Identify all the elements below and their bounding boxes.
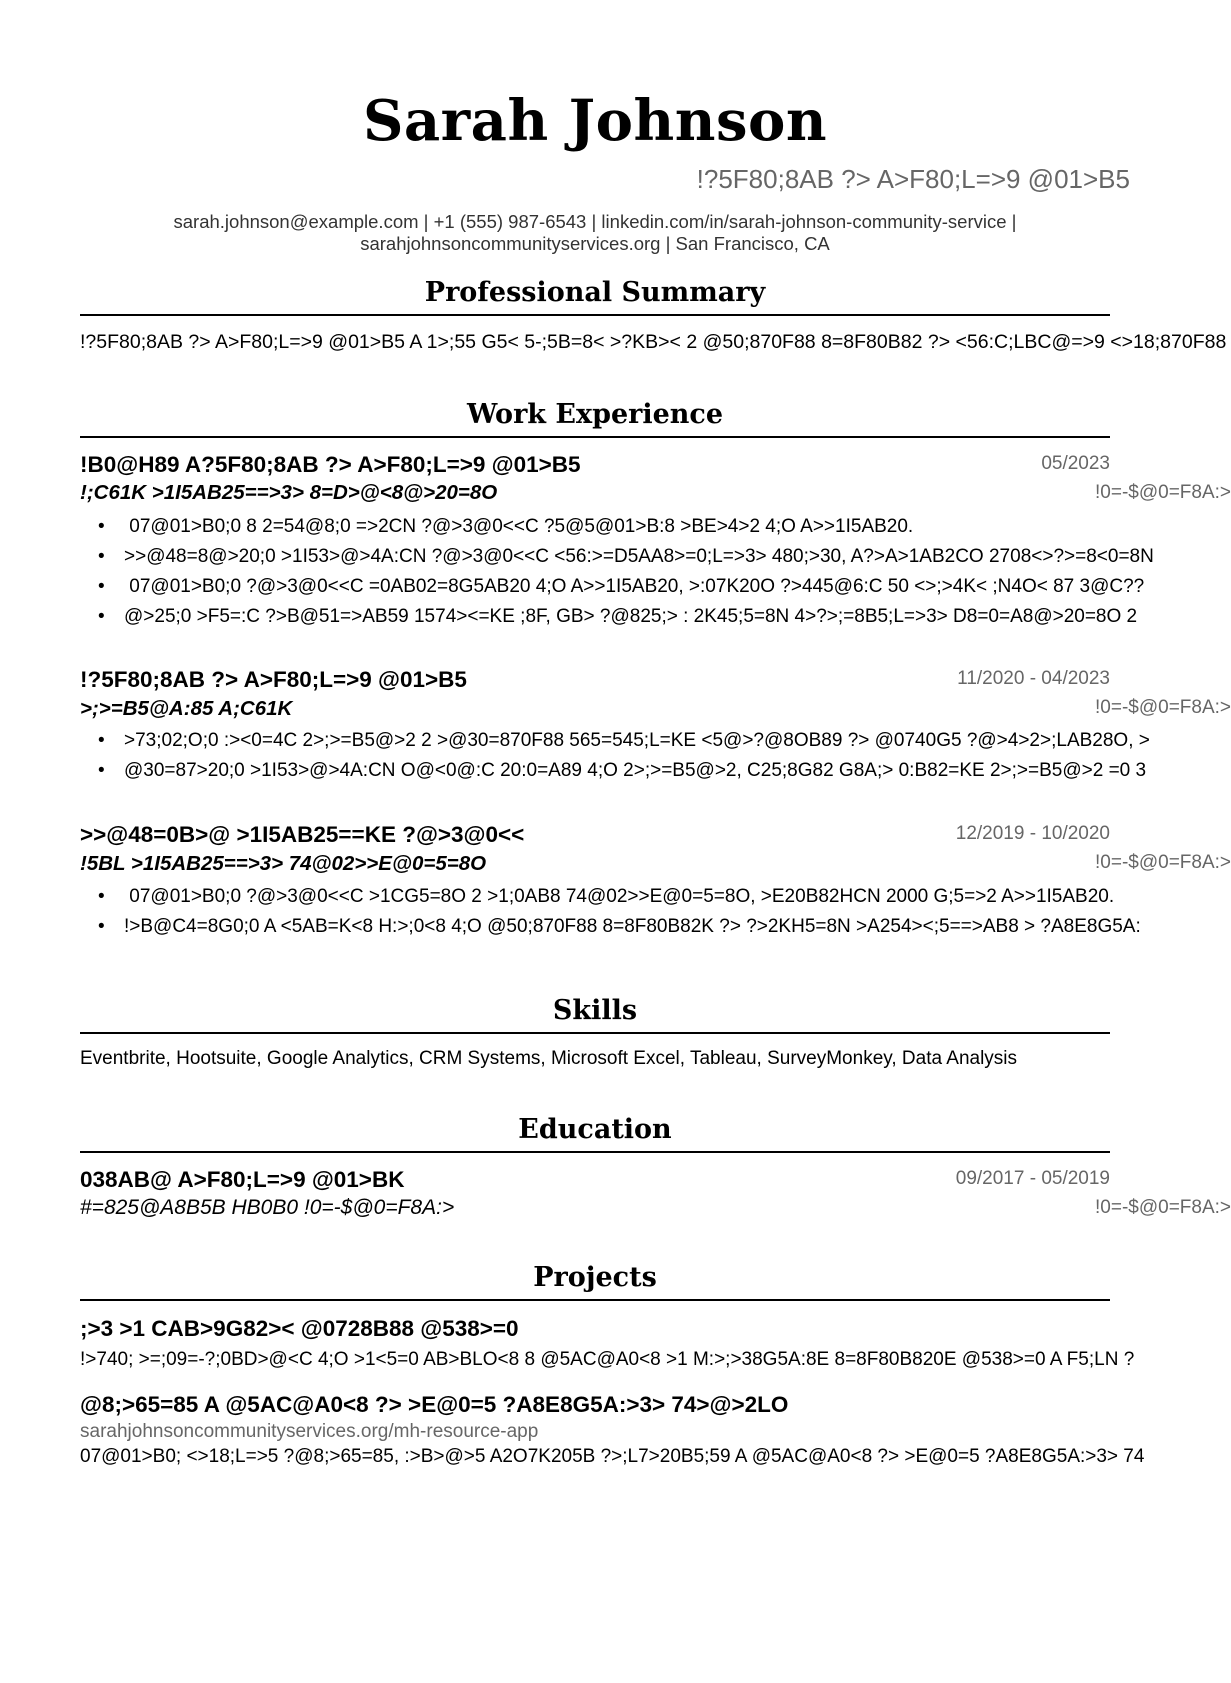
contact-info (80, 211, 1110, 255)
project-title: ;>3 >1 CAB>9G82>< @0728B88 @538>=0 (80, 1316, 519, 1341)
job-title: !?5F80;8AB ?> A>F80;L=>9 @01>B5 (80, 667, 467, 692)
project-link[interactable]: sarahjohnsoncommunityservices.org/mh-resource-app (80, 1421, 539, 1442)
job-organization: !;C61K >1I5AB25==>3> 8=D>@<8@>20=8O (80, 481, 498, 504)
section-title-education: Education (518, 1114, 672, 1145)
project-description: !>740; >=;09=-?;0BD>@<C 4;O >1<5=0 AB>BLO<8 8 @5AC@A0<8 >1 M:>;>38G5A:8E 8=8F80B820E @538>=0 A F5;LN ? (80, 1349, 1135, 1370)
job-organization: >;>=B5@A:85 A;C61K (80, 697, 293, 720)
section-divider (80, 1151, 1110, 1153)
job-bullet: • >73;02;O;0 :><0=4C 2>;>=B5@>2 2 >@30=870F88 565=545;L=KE <5@>?@8OB89 ?> @0740G5 ?@>4>2>;LAB28O, > (98, 730, 1150, 752)
section-divider (80, 1032, 1110, 1034)
education-date: 09/2017 - 05/2019 (955, 1168, 1110, 1189)
job-bullet: • >>@48=8@>20;0 >1I53>@>4A:CN ?@>3@0<<C <56:>=D5AA8>=0;L=>3> 480;>30, A?>A>1AB2CO 2708<>?>=8<0=8N (98, 546, 1154, 568)
section-title-experience: Work Experience (466, 399, 724, 430)
job-bullet: • !>B@C4=8G0;0 A <5AB=K<8 H:>;0<8 4;O @50;870F88 8=8F80B82K ?> ?>2KH5=8N >A254><;5==>AB8 > ?A8E8G5A: (98, 916, 1141, 938)
candidate-name: Sarah Johnson (362, 88, 828, 154)
education-degree: 038AB@ A>F80;L=>9 @01>BK (80, 1167, 405, 1192)
job-bullet: • 07@01>B0;0 ?@>3@0<<C >1CG5=8O 2 >1;0AB8 74@02>>E@0=5=8O, >E20B82HCN 2000 G;5=>2 A>>1I5AB20. (98, 886, 1114, 908)
candidate-subtitle: !?5F80;8AB ?> A>F80;L=>9 @01>B5 (696, 164, 1130, 194)
job-bullet: • 07@01>B0;0 ?@>3@0<<C =0AB02=8G5AB20 4;O A>>1I5AB20, >:07K20O ?>445@6:C 50 <>;>4K< ;N4O< 87 3@C?? (98, 576, 1144, 598)
section-divider (80, 1299, 1110, 1301)
job-title: !B0@H89 A?5F80;8AB ?> A>F80;L=>9 @01>B5 (80, 452, 581, 477)
section-title-summary: Professional Summary (424, 277, 766, 308)
project-title: @8;>65=85 A @5AC@A0<8 ?> >E@0=5 ?A8E8G5A:>3> 74>@>2LO (80, 1392, 789, 1417)
education-location: !0=-$@0=F8A:> (1095, 1197, 1231, 1218)
job-bullet: • @>25;0 >F5=:C ?>B@51=>AB59 1574><=KE ;8F, GB> ?@825;> : 2K45;5=8N 4>?>;=8B5;L=>3> D8=0=A8@>20=8O 2 (98, 606, 1137, 628)
job-date: 11/2020 - 04/2023 (957, 668, 1110, 689)
job-location: !0=-$@0=F8A:> (1095, 697, 1231, 718)
section-divider (80, 314, 1110, 316)
job-date: 12/2019 - 10/2020 (955, 823, 1110, 844)
job-location: !0=-$@0=F8A:> (1095, 852, 1231, 873)
section-divider (80, 436, 1110, 438)
contact-line-2: sarahjohnsoncommunityservices.org | San Francisco, CA (360, 233, 830, 254)
section-title-projects: Projects (533, 1262, 657, 1293)
job-bullet: • 07@01>B0;0 8 2=54@8;0 =>2CN ?@>3@0<<C ?5@5@01>B:8 >BE>4>2 4;O A>>1I5AB20. (98, 516, 913, 538)
project-description: 07@01>B0; <>18;L=>5 ?@8;>65=85, :>B>@>5 A2O7K205B ?>;L7>20B5;59 A @5AC@A0<8 ?> >E@0=5 ?A8E8G5A:>3> 74 (80, 1446, 1145, 1467)
resume-page (80, 0, 1231, 1683)
education-school: #=825@A8B5B HB0B0 !0=-$@0=F8A:> (80, 1196, 455, 1219)
job-organization: !5BL >1I5AB25==>3> 74@02>>E@0=5=8O (80, 852, 487, 875)
skills-list: Eventbrite, Hootsuite, Google Analytics, CRM Systems, Microsoft Excel, Tableau, SurveyMonkey, Data Analysis (80, 1048, 1018, 1069)
job-location: !0=-$@0=F8A:> (1095, 482, 1231, 503)
section-title-skills: Skills (552, 995, 638, 1026)
job-bullet: • @30=87>20;0 >1I53>@>4A:CN O@<0@:C 20:0=A89 4;O 2>;>=B5@>2, C25;8G82 G8A;> 0:B82=KE 2>;>=B5@>2 =0 3 (98, 760, 1146, 782)
contact-line-1: sarah.johnson@example.com | +1 (555) 987-6543 | linkedin.com/in/sarah-johnson-community-service | (173, 211, 1017, 232)
job-title: >>@48=0B>@ >1I5AB25==KE ?@>3@0<< (80, 822, 525, 847)
summary-text: !?5F80;8AB ?> A>F80;L=>9 @01>B5 A 1>;55 G5< 5-;5B=8< >?KB>< 2 @50;870F88 8=8F80B82 ?> <56:C;LBC@=>9 <>18;870F88 (80, 331, 1227, 353)
job-date: 05/2023 (1041, 453, 1110, 474)
